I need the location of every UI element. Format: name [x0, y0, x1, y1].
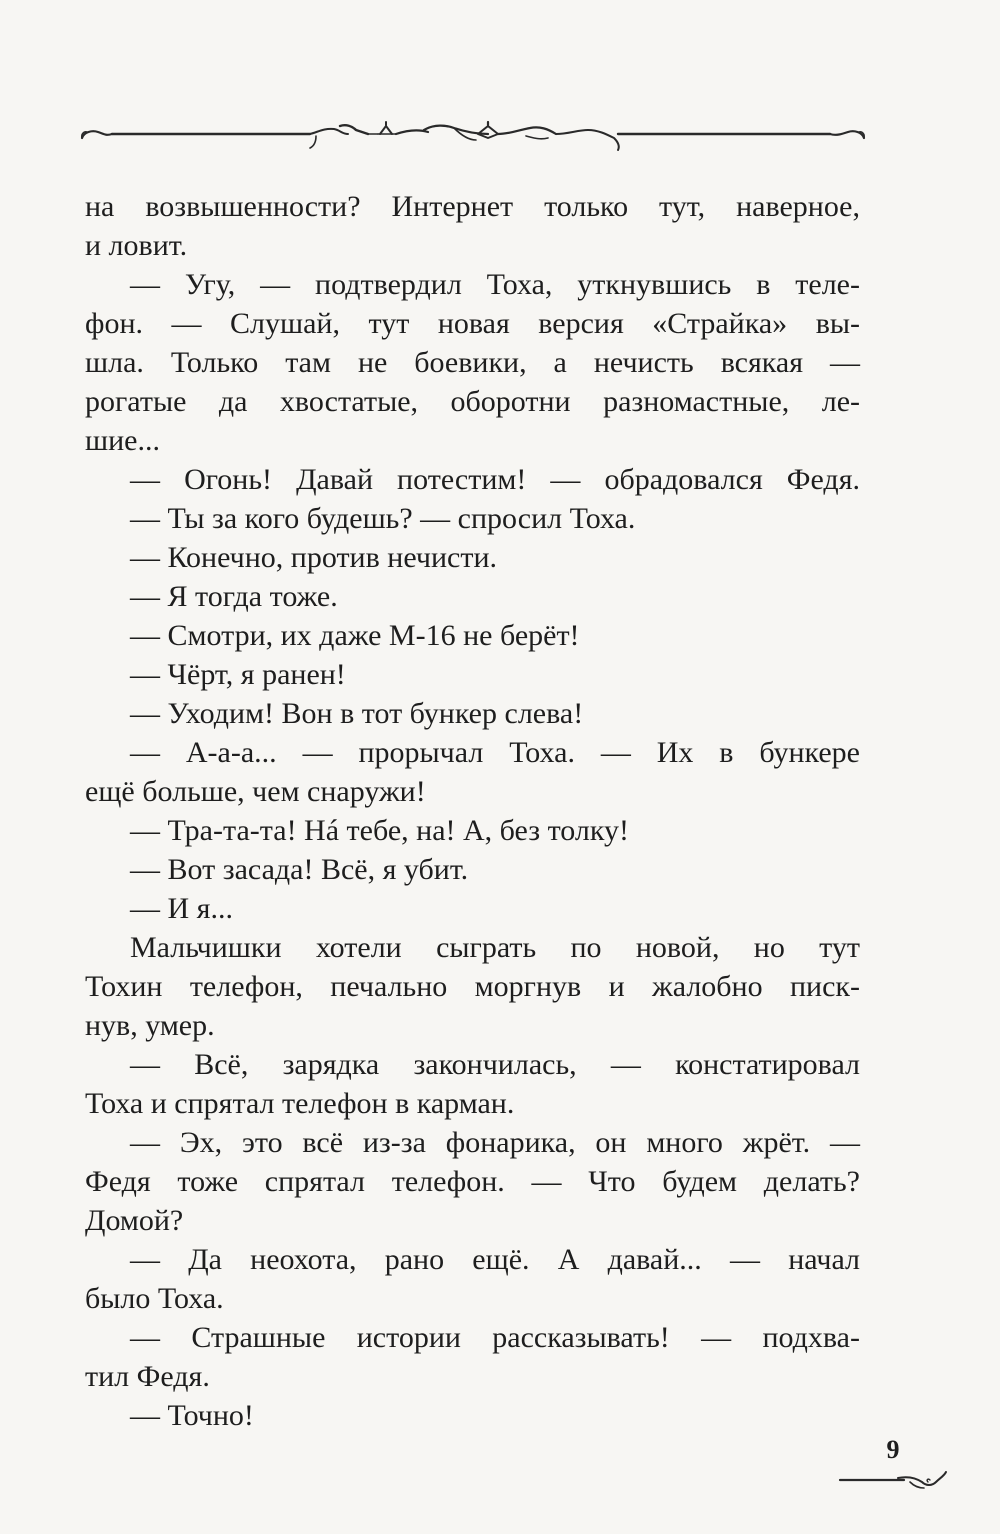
text-line: — Угу, — подтвердил Тоха, уткнувшись в теле-	[130, 268, 860, 301]
text-line: — Огонь! Давай потестим! — обрадовался Федя.	[130, 463, 860, 496]
text-line: ещё больше, чем снаружи!	[85, 775, 426, 808]
footer-ornament	[838, 1468, 948, 1494]
text-line: — Смотри, их даже М-16 не берёт!	[130, 619, 580, 652]
text-line: — Конечно, против нечисти.	[130, 541, 498, 574]
text-line: — Уходим! Вон в тот бункер слева!	[130, 697, 584, 730]
text-line: — Всё, зарядка закончилась, — констатировал	[130, 1048, 860, 1081]
text-line: на возвышенности? Интернет только тут, наверное,	[85, 190, 860, 223]
text-line: рогатые да хвостатые, оборотни разномастные, ле-	[85, 385, 860, 418]
text-line: тил Федя.	[85, 1360, 210, 1393]
text-line: — Точно!	[130, 1399, 254, 1432]
text-line: фон. — Слушай, тут новая версия «Страйка» вы-	[85, 307, 860, 340]
text-line: — Чёрт, я ранен!	[130, 658, 346, 691]
text-line: — Я тогда тоже.	[130, 580, 338, 613]
text-line: — Вот засада! Всё, я убит.	[130, 853, 469, 886]
text-line: нув, умер.	[85, 1009, 215, 1042]
text-line: шла. Только там не боевики, а нечисть всякая —	[85, 346, 860, 379]
text-line: Тоха и спрятал телефон в карман.	[85, 1087, 515, 1120]
text-line: — Эх, это всё из-за фонарика, он много жрёт. —	[130, 1126, 860, 1159]
header-ornament	[78, 112, 868, 158]
text-line: — Ты за кого будешь? — спросил Тоха.	[130, 502, 636, 535]
text-line: — И я...	[130, 892, 233, 925]
text-line: было Тоха.	[85, 1282, 224, 1315]
text-line: Домой?	[85, 1204, 184, 1237]
page-body-text	[85, 187, 860, 1435]
page-number: 9	[886, 1435, 900, 1464]
text-line: и ловит.	[85, 229, 188, 262]
text-line: Тохин телефон, печально моргнув и жалобно писк-	[85, 970, 860, 1003]
text-line: — Страшные истории рассказывать! — подхва-	[130, 1321, 860, 1354]
text-line: шие...	[85, 424, 160, 457]
text-line: Федя тоже спрятал телефон. — Что будем делать?	[85, 1165, 860, 1198]
text-line: — Тра-та-та! Нá тебе, на! А, без толку!	[130, 814, 629, 847]
text-line: Мальчишки хотели сыграть по новой, но тут	[130, 931, 860, 964]
text-line: — А-а-а... — прорычал Тоха. — Их в бункере	[130, 736, 860, 769]
text-line: — Да неохота, рано ещё. А давай... — начал	[130, 1243, 860, 1276]
